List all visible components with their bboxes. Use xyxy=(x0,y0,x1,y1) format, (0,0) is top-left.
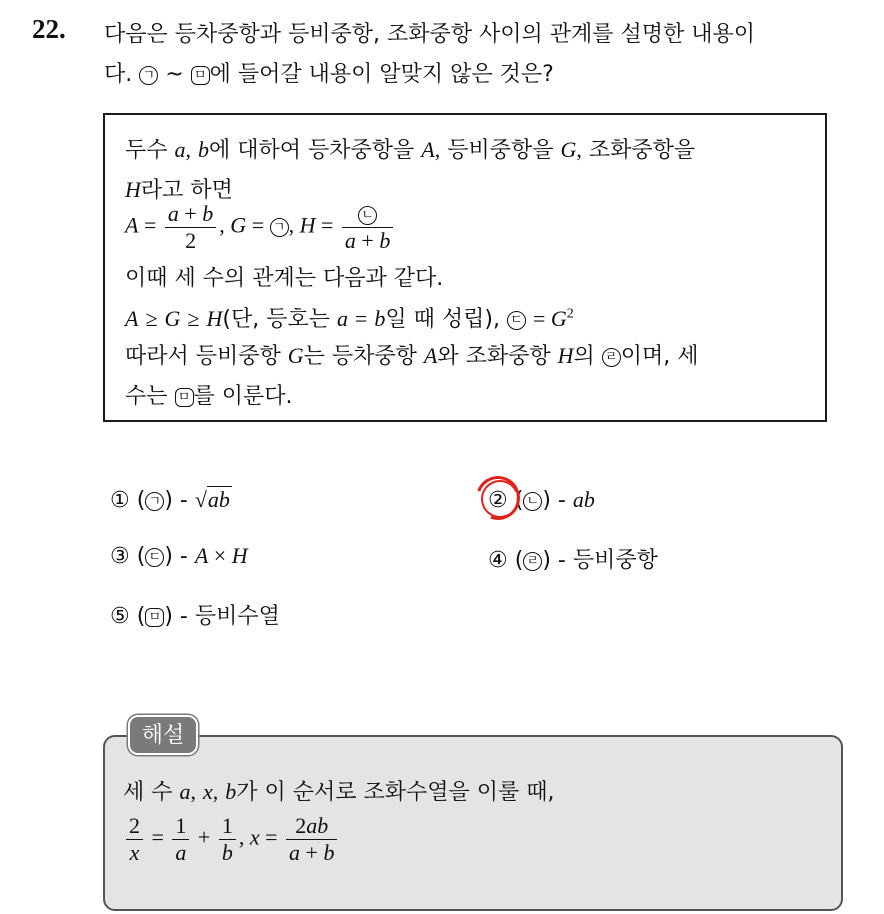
box-line-2: H라고 하면 xyxy=(125,177,233,203)
choice-number: ⑤ xyxy=(110,604,130,629)
fraction-1-over-a: $\frac{1}{a}$ xyxy=(172,813,189,866)
box-text: 와 조화중항 xyxy=(437,344,551,369)
solution-line-1: 세 수 a, x, b가 이 순서로 조화수열을 이룰 때, xyxy=(123,779,555,805)
marker-giyeok-icon: ㄱ xyxy=(145,492,164,511)
box-text: 의 xyxy=(573,344,595,369)
box-text: 에 대하여 등차중항을 xyxy=(209,138,415,163)
marker-nieun-icon: ㄴ xyxy=(358,206,377,225)
choice-3[interactable]: ③ ( ㄷ ) - A × H xyxy=(110,543,248,569)
box-formula-line: A = $\frac{a + b}{2}$ , G = ㄱ , H = $\frac{\text{ㄴ}}{a + b}$ xyxy=(125,201,396,254)
choice-number: ② xyxy=(488,488,508,513)
box-line-6: 따라서 등비중항 G는 등차중항 A와 조화중항 H의 ㄹ 이며, 세 xyxy=(125,343,699,369)
solution-tab: 해설 xyxy=(128,715,198,755)
marker-nieun-icon: ㄴ xyxy=(523,492,542,511)
box-text: 이며, 세 xyxy=(620,344,699,369)
condition-box xyxy=(103,113,827,422)
marker-digeut-icon: ㄷ xyxy=(145,548,164,567)
box-line-5: A ≥ G ≥ H(단, 등호는 a = b일 때 성립), ㄷ = $G^2$ xyxy=(125,306,574,332)
question-text-line2: 다. ㄱ ~ ㅁ 에 들어갈 내용이 알맞지 않은 것은? xyxy=(104,62,554,87)
fraction-2-over-x: $\frac{2}{x}$ xyxy=(126,813,143,866)
marker-rieul-icon: ㄹ xyxy=(602,348,621,367)
box-text: 조화중항을 xyxy=(588,138,696,163)
choice-dash: - xyxy=(179,488,188,513)
choice-4[interactable]: ④ ( ㄹ ) - 등비중항 xyxy=(488,548,658,573)
marker-mieum-icon: ㅁ xyxy=(175,388,194,407)
choice-text: - 등비중항 xyxy=(557,548,658,573)
choice-number: ④ xyxy=(488,548,508,573)
box-text: 두수 xyxy=(125,138,168,163)
box-text: 따라서 등비중항 xyxy=(125,344,281,369)
box-text: 수는 xyxy=(125,384,168,409)
sqrt-ab: √ab xyxy=(194,487,230,512)
question-text-prefix: 다. xyxy=(104,62,133,87)
choice-1[interactable]: ① ( ㄱ ) - √ab xyxy=(110,487,230,513)
choice-dash: - xyxy=(557,488,566,513)
marker-digeut-icon: ㄷ xyxy=(507,311,526,330)
question-text-line1: 다음은 등차중항과 등비중항, 조화중항 사이의 관계를 설명한 내용이 xyxy=(104,22,756,47)
box-text: 를 이룬다. xyxy=(193,384,293,409)
marker-mieum-icon: ㅁ xyxy=(191,66,210,85)
marker-giyeok-icon: ㄱ xyxy=(139,66,158,85)
fraction-arithmetic-mean: $\frac{a + b}{2}$ xyxy=(165,201,216,254)
question-text-suffix: 에 들어갈 내용이 알맞지 않은 것은? xyxy=(209,62,554,87)
choice-number: ③ xyxy=(110,544,130,569)
box-text: 는 등차중항 xyxy=(303,344,417,369)
choice-dash: - xyxy=(179,544,188,569)
box-text: 일 때 성립), xyxy=(385,307,500,332)
box-text: 라고 하면 xyxy=(140,178,233,203)
marker-giyeok-icon: ㄱ xyxy=(270,218,289,237)
solution-formula: $\frac{2}{x}$ = $\frac{1}{a}$ + $\frac{1}{b}$ , x = $\frac{2ab}{a + b}$ xyxy=(123,813,340,866)
box-line-1: 두수 a, b에 대하여 등차중항을 A, 등비중항을 G, 조화중항을 xyxy=(125,137,696,163)
question-number: 22. xyxy=(32,14,66,44)
solution-box xyxy=(103,735,843,911)
box-line-7 xyxy=(125,379,293,410)
choice-2[interactable]: ② ( ㄴ ) - ab xyxy=(488,487,595,513)
choice-number: ① xyxy=(110,488,130,513)
marker-rieul-icon: ㄹ xyxy=(523,552,542,571)
box-text: 등비중항을 xyxy=(447,138,554,163)
choice-text: - 등비수열 xyxy=(179,604,280,629)
box-text: (단, 등호는 xyxy=(222,307,330,332)
solution-text: 가 이 순서로 조화수열을 이룰 때, xyxy=(236,780,555,805)
solution-text: 세 수 xyxy=(123,780,173,805)
fraction-1-over-b: $\frac{1}{b}$ xyxy=(219,813,236,866)
choice-5[interactable]: ⑤ ( ㅁ ) - 등비수열 xyxy=(110,604,280,629)
fraction-2ab-over-a-plus-b: $\frac{2ab}{a + b}$ xyxy=(286,813,337,866)
fraction-harmonic-mean: $\frac{\text{ㄴ}}{a + b}$ xyxy=(342,201,393,254)
marker-mieum-icon: ㅁ xyxy=(145,608,164,627)
box-line-4: 이때 세 수의 관계는 다음과 같다. xyxy=(125,266,444,291)
